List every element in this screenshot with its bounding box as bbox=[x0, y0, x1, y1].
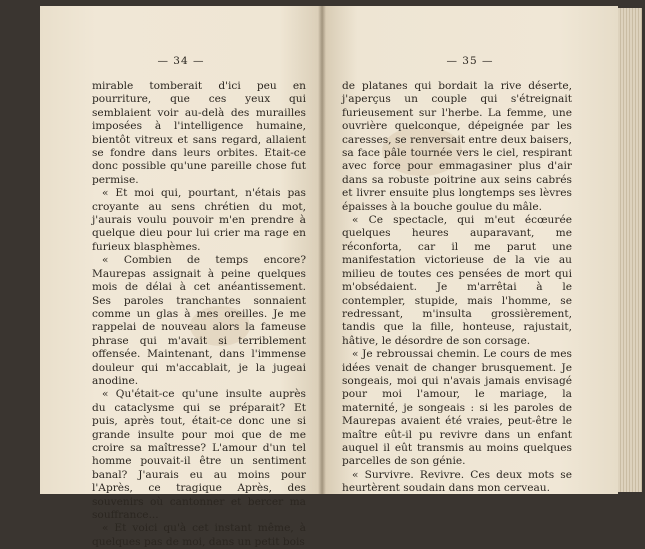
page-body bbox=[342, 80, 572, 496]
page-number: — 35 — bbox=[446, 55, 494, 67]
paragraph: « Survivre. Revivre. Ces deux mots se heurtèrent soudain dans mon cerveau. bbox=[342, 468, 572, 495]
paragraph: « Qu'était-ce qu'une insulte auprès du cataclysme qui se préparait? Et puis, après tout, était-ce donc une si grande insulte pour moi que de me croire sa maîtresse? L'amour d'un tel homme pouvait-il être un sentiment banal? J'aurais eu au moins pour l'Après, ce tragique Après, des souvenirs où cantonner et bercer ma souffrance... bbox=[92, 388, 306, 521]
page-edges bbox=[618, 8, 642, 492]
paragraph: mirable tomberait d'ici peu en pourriture, que ces yeux qui semblaient voir au-delà des murailles imposées à l'intelligence humaine, bientôt vitreux et sans regard, allaient se fondre dans leurs orbites. Etait-ce donc possible qu'une pareille chose fut permise. bbox=[92, 80, 306, 186]
paragraph: « Je rebroussai chemin. Le cours de mes idées venait de changer brusquement. Je songeais, moi qui n'avais jamais envisagé pour moi l'amour, le mariage, la maternité, je songeais : si les paroles de Maurepas avaient été vraies, peut-être le maître eût-il pu revivre dans un enfant auquel il eût transmis au moins quelques parcelles de son génie. bbox=[342, 348, 572, 468]
page-number: — 34 — bbox=[157, 55, 205, 67]
right-page bbox=[322, 6, 618, 494]
left-page bbox=[40, 6, 322, 548]
paragraph: « Ce spectacle, qui m'eut écœurée quelques heures auparavant, me réconforta, car il me parut une manifestation victorieuse de la vie au milieu de toutes ces pensées de mort qui m'obsédaient. Je m'arrêtai à le contempler, stupide, mais l'homme, se redressant, m'insulta grossièrement, tandis que la fille, honteuse, rajustait, hâtive, le désordre de son corsage. bbox=[342, 214, 572, 347]
paragraph: « Et voici qu'à cet instant même, à quelques pas de moi, dans un petit bois bbox=[92, 522, 306, 548]
book-gutter bbox=[318, 6, 326, 494]
paragraph: « Combien de temps encore? Maurepas assignait à peine quelques mois de délai à cet anéantissement. Ses paroles tranchantes sonnaient comme un glas à mes oreilles. Je me rappelai de nouveau alors la fameuse phrase qui m'avait si terriblement offensée. Maintenant, dans l'immense douleur qui m'accablait, je la jugeai anodine. bbox=[92, 254, 306, 387]
page-body bbox=[92, 80, 306, 549]
paragraph: « Et moi qui, pourtant, n'étais pas croyante au sens chrétien du mot, j'aurais voulu pouvoir m'en prendre à quelque dieu pour lui crier ma rage en furieux blasphèmes. bbox=[92, 187, 306, 253]
paragraph: de platanes qui bordait la rive déserte, j'aperçus un couple qui s'étreignait furieusement sur l'herbe. La femme, une ouvrière quelconque, dépeignée par les caresses, se renversait entre deux baisers, sa face pâle tournée vers le ciel, respirant avec force pour emmagasiner plus d'air dans sa robuste poitrine aux seins cabrés et livrer ensuite plus longtemps ses lèvres épaisses à la bouche goulue du mâle. bbox=[342, 80, 572, 213]
